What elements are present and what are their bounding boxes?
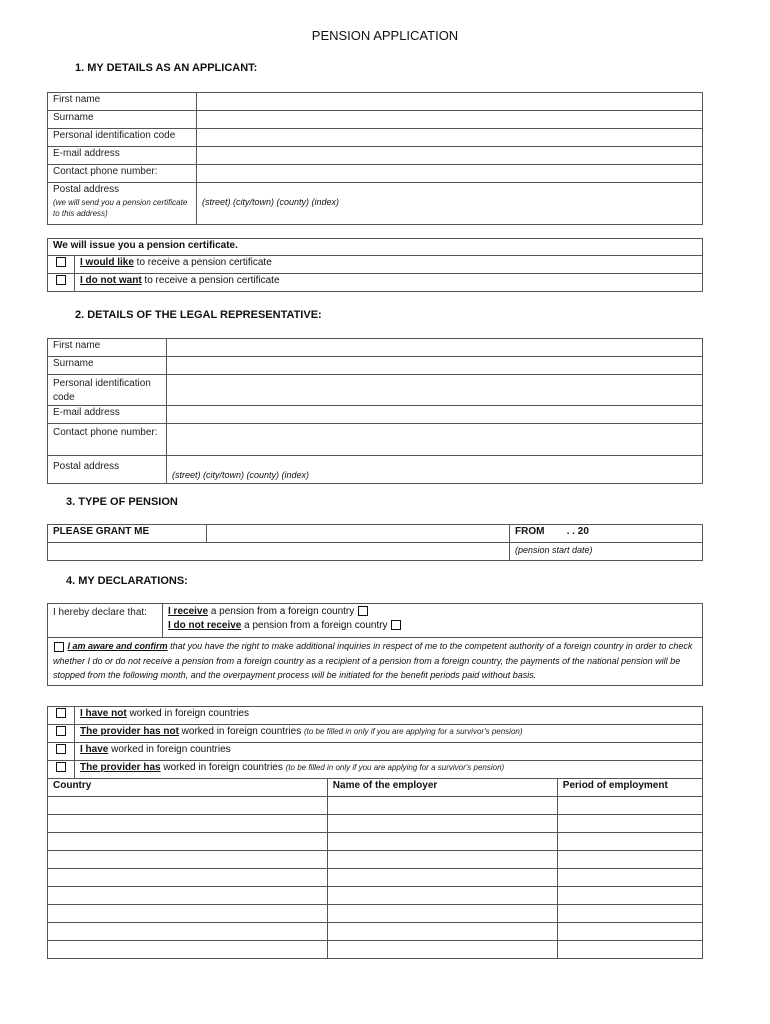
section-3-heading: 3. TYPE OF PENSION <box>66 496 178 508</box>
representative-table <box>47 338 703 484</box>
email-label: E-mail address <box>48 147 197 165</box>
rep-phone-label: Contact phone number: <box>48 424 167 456</box>
country-header: Country <box>48 779 328 797</box>
postal-address-label: Postal address <box>53 184 120 195</box>
do-not-want-checkbox[interactable] <box>56 275 66 285</box>
surname-label: Surname <box>48 111 197 129</box>
rep-first-name-field[interactable] <box>167 339 703 357</box>
period-cell[interactable] <box>557 797 702 815</box>
rep-email-field[interactable] <box>167 406 703 424</box>
section-2-heading: 2. DETAILS OF THE LEGAL REPRESENTATIVE: <box>75 309 322 321</box>
rep-postal-hint: (street) (city/town) (county) (index) <box>172 470 310 480</box>
period-cell[interactable] <box>557 923 702 941</box>
country-cell[interactable] <box>48 905 328 923</box>
period-cell[interactable] <box>557 941 702 959</box>
period-cell[interactable] <box>557 869 702 887</box>
period-cell[interactable] <box>557 815 702 833</box>
provider-not-worked-rest: worked in foreign countries <box>178 726 304 737</box>
rep-pid-field[interactable] <box>167 375 703 406</box>
provider-not-worked-checkbox-cell[interactable] <box>48 725 75 743</box>
do-not-want-rest: to receive a pension certificate <box>141 275 280 286</box>
rep-surname-label: Surname <box>48 357 167 375</box>
rep-phone-field[interactable] <box>167 424 703 456</box>
employer-cell[interactable] <box>327 923 557 941</box>
pension-type-field[interactable] <box>207 525 510 543</box>
declarations-table <box>47 603 703 686</box>
period-cell[interactable] <box>557 887 702 905</box>
country-cell[interactable] <box>48 797 328 815</box>
provider-not-worked-checkbox[interactable] <box>56 726 66 736</box>
surname-field[interactable] <box>197 111 703 129</box>
certificate-table <box>47 238 703 292</box>
postal-address-note: (we will send you a pension certificate to this address) <box>53 198 188 218</box>
do-not-want-checkbox-cell[interactable] <box>48 274 75 292</box>
country-cell[interactable] <box>48 869 328 887</box>
would-like-checkbox-cell[interactable] <box>48 256 75 274</box>
not-receive-checkbox[interactable] <box>391 620 401 630</box>
from-date-dots: . . 20 <box>566 526 589 537</box>
email-field[interactable] <box>197 147 703 165</box>
period-header: Period of employment <box>557 779 702 797</box>
not-receive-rest: a pension from a foreign country <box>241 620 388 631</box>
employer-header: Name of the employer <box>327 779 557 797</box>
worked-label: I have <box>80 744 109 755</box>
provider-worked-label: The provider has <box>80 762 161 773</box>
aware-confirm-cell <box>48 638 703 686</box>
provider-worked-checkbox-cell[interactable] <box>48 761 75 779</box>
employer-cell[interactable] <box>327 833 557 851</box>
postal-address-field[interactable] <box>197 183 703 225</box>
not-receive-label: I do not receive <box>168 620 242 631</box>
rep-pid-label: Personal identification code <box>48 375 167 406</box>
employer-cell[interactable] <box>327 797 557 815</box>
employer-cell[interactable] <box>327 905 557 923</box>
would-like-label: I would like <box>80 257 134 268</box>
period-cell[interactable] <box>557 833 702 851</box>
work-history-table <box>47 706 703 959</box>
provider-worked-note: (to be filled in only if you are applying for a survivor's pension) <box>285 763 505 772</box>
receive-rest: a pension from a foreign country <box>208 606 355 617</box>
would-like-rest: to receive a pension certificate <box>133 257 272 268</box>
section-1-heading: 1. MY DETAILS AS AN APPLICANT: <box>75 62 258 74</box>
grant-label: PLEASE GRANT ME <box>48 525 207 543</box>
not-worked-checkbox[interactable] <box>56 708 66 718</box>
worked-checkbox-cell[interactable] <box>48 743 75 761</box>
aware-checkbox[interactable] <box>54 642 64 652</box>
rep-first-name-label: First name <box>48 339 167 357</box>
country-cell[interactable] <box>48 923 328 941</box>
section-4-heading: 4. MY DECLARATIONS: <box>66 575 188 587</box>
from-cell[interactable] <box>510 525 703 543</box>
employer-cell[interactable] <box>327 941 557 959</box>
applicant-details-table <box>47 92 703 225</box>
phone-field[interactable] <box>197 165 703 183</box>
receive-label: I receive <box>168 606 209 617</box>
declare-label: I hereby declare that: <box>48 604 163 638</box>
not-worked-checkbox-cell[interactable] <box>48 707 75 725</box>
provider-not-worked-note: (to be filled in only if you are applying for a survivor's pension) <box>303 727 523 736</box>
certificate-header: We will issue you a pension certificate. <box>48 239 703 256</box>
rep-postal-field[interactable] <box>167 456 703 484</box>
pension-start-date: (pension start date) <box>510 543 703 561</box>
not-worked-label: I have not <box>80 708 127 719</box>
worked-rest: worked in foreign countries <box>108 744 231 755</box>
page-title: PENSION APPLICATION <box>311 28 459 43</box>
rep-surname-field[interactable] <box>167 357 703 375</box>
pension-type-table <box>47 524 703 561</box>
period-cell[interactable] <box>557 851 702 869</box>
aware-text: that you have the right to make additional inquiries in respect of me to the competent authority of a foreign country in order to check whether I do or do not receive a pension from a foreign country as a recipient of a pension from a foreign country, the payments of the national pension will be stopped from the following month, and the overpayment process will be initiated for the benefit periods paid without basis. <box>53 641 693 680</box>
receive-checkbox[interactable] <box>358 606 368 616</box>
aware-label: I am aware and confirm <box>67 641 168 651</box>
pension-type-field-2[interactable] <box>48 543 510 561</box>
from-label: FROM <box>515 526 545 537</box>
rep-postal-label: Postal address <box>48 456 167 484</box>
country-cell[interactable] <box>48 815 328 833</box>
pid-label: Personal identification code <box>48 129 197 147</box>
provider-not-worked-label: The provider has not <box>80 726 179 737</box>
postal-label-cell <box>48 183 197 225</box>
first-name-field[interactable] <box>197 93 703 111</box>
employer-cell[interactable] <box>327 815 557 833</box>
provider-worked-rest: worked in foreign countries <box>160 762 286 773</box>
employer-cell[interactable] <box>327 869 557 887</box>
period-cell[interactable] <box>557 905 702 923</box>
would-like-checkbox[interactable] <box>56 257 66 267</box>
country-cell[interactable] <box>48 851 328 869</box>
worked-checkbox[interactable] <box>56 744 66 754</box>
country-cell[interactable] <box>48 887 328 905</box>
first-name-label: First name <box>48 93 197 111</box>
rep-email-label: E-mail address <box>48 406 167 424</box>
country-cell[interactable] <box>48 833 328 851</box>
pid-field[interactable] <box>197 129 703 147</box>
provider-worked-checkbox[interactable] <box>56 762 66 772</box>
employer-cell[interactable] <box>327 851 557 869</box>
phone-label: Contact phone number: <box>48 165 197 183</box>
employer-cell[interactable] <box>327 887 557 905</box>
do-not-want-label: I do not want <box>80 275 142 286</box>
not-worked-rest: worked in foreign countries <box>126 708 249 719</box>
country-cell[interactable] <box>48 941 328 959</box>
postal-address-hint: (street) (city/town) (county) (index) <box>202 197 340 207</box>
